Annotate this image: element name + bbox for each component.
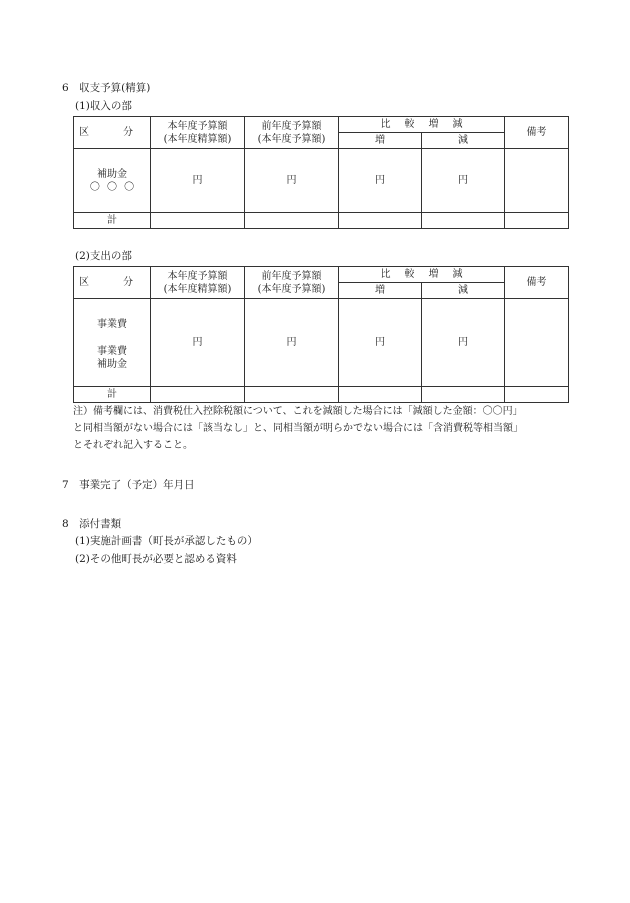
unit-cell: 円 — [245, 299, 339, 387]
header-current-budget: 本年度予算額 (本年度精算額) — [151, 117, 245, 149]
section-7-title: 7 事業完了（予定）年月日 — [62, 479, 195, 491]
total-label: 計 — [74, 387, 151, 403]
unit-cell: 円 — [245, 149, 339, 213]
table-row — [74, 299, 569, 387]
income-row-label: 補助金 〇 〇 〇 — [74, 149, 151, 213]
header-category: 区 分 — [74, 117, 151, 149]
unit-cell: 円 — [151, 299, 245, 387]
header-comparison: 比 較 増 減 — [339, 117, 505, 133]
income-subtitle: (1)収入の部 — [75, 100, 132, 112]
unit-cell: 円 — [151, 149, 245, 213]
unit-cell: 円 — [422, 149, 505, 213]
header-previous-budget: 前年度予算額 (本年度予算額) — [245, 117, 339, 149]
header-category: 区 分 — [74, 267, 151, 299]
income-table — [73, 116, 569, 229]
remarks-cell — [505, 299, 569, 387]
section-8-title: 8 添付書類 — [62, 518, 122, 530]
total-row — [74, 387, 569, 403]
header-decrease: 減 — [422, 133, 505, 149]
remarks-cell — [505, 149, 569, 213]
header-increase: 増 — [339, 133, 422, 149]
table-row — [74, 149, 569, 213]
section-6-title: 6 収支予算(精算) — [62, 82, 151, 94]
header-remarks: 備考 — [505, 117, 569, 149]
total-label: 計 — [74, 213, 151, 229]
expense-subtitle: (2)支出の部 — [75, 250, 132, 262]
unit-cell: 円 — [339, 149, 422, 213]
attachment-item: (1)実施計画書（町長が承認したもの） — [75, 535, 258, 547]
header-decrease: 減 — [422, 283, 505, 299]
header-remarks: 備考 — [505, 267, 569, 299]
attachment-item: (2)その他町長が必要と認める資料 — [75, 553, 237, 565]
remarks-note: 注）備考欄には、消費税仕入控除税額について、これを減額した場合には「減額した金額：〇〇円」 と同相当額がない場合には「該当なし」と、同相当額が明らかでない場合には「含消費税等相当額」 とそれぞれ記入すること。 — [73, 406, 523, 451]
unit-cell: 円 — [339, 299, 422, 387]
expense-table — [73, 266, 569, 403]
header-current-budget: 本年度予算額 (本年度精算額) — [151, 267, 245, 299]
header-increase: 増 — [339, 283, 422, 299]
expense-row-label: 事業費 事業費 補助金 — [74, 299, 151, 387]
total-row — [74, 213, 569, 229]
unit-cell: 円 — [422, 299, 505, 387]
header-comparison: 比 較 増 減 — [339, 267, 505, 283]
header-previous-budget: 前年度予算額 (本年度予算額) — [245, 267, 339, 299]
